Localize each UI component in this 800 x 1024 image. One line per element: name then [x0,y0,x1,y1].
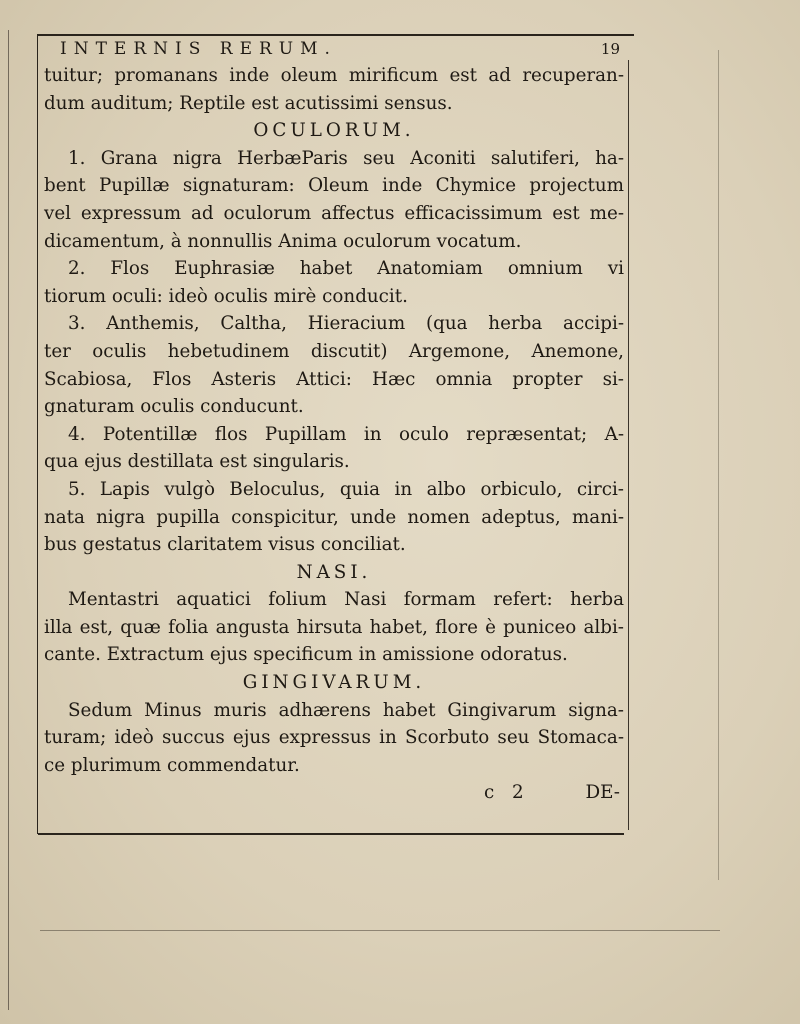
text-line: vel expressum ad oculorum affectus efficacissimum est me- [44,202,624,224]
text-line: ter oculis hebetudinem discutit) Argemone, Anemone, [44,340,624,362]
text-line: qua ejus destillata est singularis. [44,451,350,473]
frame-rule-left [37,34,38,834]
running-head: INTERNIS RERUM. [60,39,337,59]
page-footer [44,779,624,807]
text-line: dicamentum, à nonnullis Anima oculorum vocatum. [44,230,522,252]
page-edge-bottom [40,930,720,931]
text-line: 3. Anthemis, Caltha, Hieracium (qua herba accipi- [68,313,624,335]
page-edge-left [8,30,9,1010]
text-line: turam; ideò succus ejus expressus in Scorbuto seu Stomaca- [44,727,624,749]
frame-rule-bottom [38,833,624,835]
catchword: DE- [585,782,620,804]
text-line: gnaturam oculis conducunt. [44,396,304,418]
section-heading-oculorum: OCULORUM. [253,120,415,142]
text-line: illa est, quæ folia angusta hirsuta habet, flore è puniceo albi- [44,616,624,638]
text-line: tuitur; promanans inde oleum mirificum est ad recuperan- [44,65,624,86]
text-line: Mentastri aquatici folium Nasi formam refert: herba [68,589,624,611]
text-line: bus gestatus claritatem visus conciliat. [44,534,406,556]
text-line: bent Pupillæ signaturam: Oleum inde Chymice projectum [44,175,624,197]
text-line: dum auditum; Reptile est acutissimi sensus. [44,92,453,114]
text-line: tiorum oculi: ideò oculis mirè conducit. [44,285,408,307]
frame-rule-right [628,60,629,830]
page-edge-right [718,50,719,880]
text-line: 1. Grana nigra HerbæParis seu Aconiti salutiferi, ha- [68,147,624,169]
text-line: nata nigra pupilla conspicitur, unde nomen adeptus, mani- [44,506,624,528]
text-line: Scabiosa, Flos Asteris Attici: Hæc omnia propter si- [44,368,624,390]
section-heading-nasi: NASI. [296,561,372,583]
page-number: 19 [600,40,620,58]
page-header [60,36,620,62]
text-line: cante. Extractum ejus specificum in amissione odoratus. [44,644,568,666]
section-heading-gingivarum: GINGIVARUM. [242,672,426,694]
text-line: 2. Flos Euphrasiæ habet Anatomiam omnium vi [68,258,624,280]
text-line: Sedum Minus muris adhærens habet Gingivarum signa- [68,699,624,721]
text-line: ce plurimum commendatur. [44,754,300,776]
body-text [44,62,624,807]
text-line: 5. Lapis vulgò Beloculus, quia in albo orbiculo, circi- [68,478,624,500]
text-line: 4. Potentillæ flos Pupillam in oculo repræsentat; A- [68,423,624,445]
signature-mark: c 2 [484,782,530,804]
